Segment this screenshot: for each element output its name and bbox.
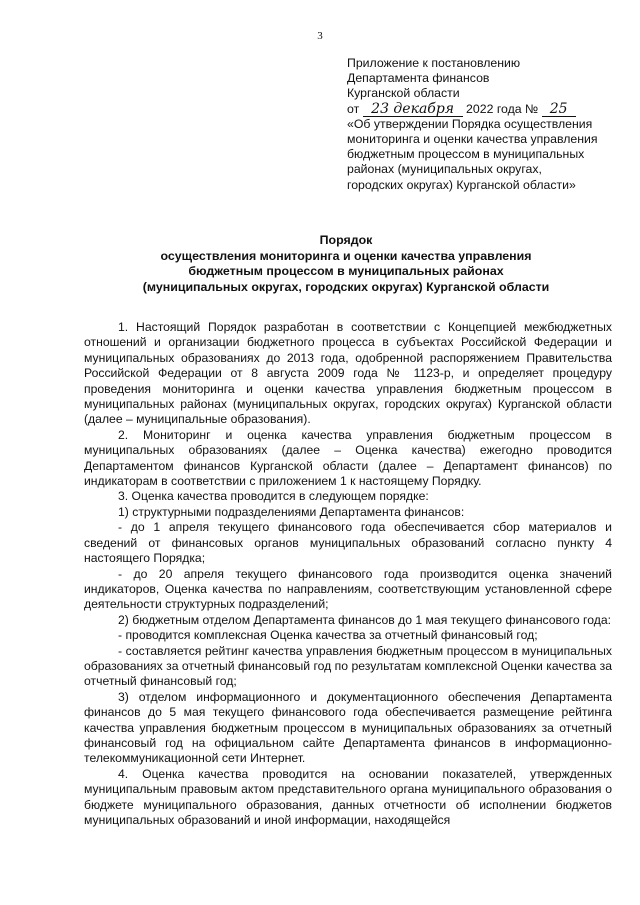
appendix-line-2: Департамента финансов [347, 71, 490, 86]
appendix-header [347, 56, 627, 193]
title-line: (муниципальных округах, городских округах) Курганской области [142, 279, 550, 294]
paragraph: 2) бюджетным отделом Департамента финансов до 1 мая текущего финансового года: [118, 612, 611, 627]
from-label: от [347, 101, 360, 116]
handwritten-number: 25 [542, 103, 576, 117]
appendix-subject-line: районах (муниципальных округах, [347, 162, 542, 177]
paragraph: - составляется рейтинг качества управления бюджетным процессом в муниципальных образованиях за отчетный финансовый год по результатам комплексной Оценки качества за отчетный финансовый год; [84, 643, 612, 689]
appendix-subject-line: бюджетным процессом в муниципальных [347, 147, 585, 162]
title-line: осуществления мониторинга и оценки качества управления [160, 248, 532, 263]
appendix-date-line [347, 102, 627, 117]
appendix-line-3: Курганской области [347, 86, 460, 101]
paragraph: 4. Оценка качества проводится на основании показателей, утвержденных муниципальным правовым актом представительного органа муниципального образования о бюджете муниципального образования, данных отчетности об исполнении бюджетов муниципальных образований и иной информации, находящейся [84, 766, 612, 827]
title-line: бюджетным процессом в муниципальных районах [188, 264, 504, 279]
paragraph: 3. Оценка качества проводится в следующем порядке: [118, 489, 429, 504]
appendix-subject-line: мониторинга и оценки качества управления [347, 132, 598, 147]
paragraph: 1. Настоящий Порядок разработан в соответствии с Концепцией межбюджетных отношений и организации бюджетного процесса в субъектах Российской Федерации и муниципальных образованиях до 2013 года, одобренной распоряжением Правительства Российской Федерации от 8 августа 2009 года № 1123-р, и определяет процедуру проведения мониторинга и оценки качества управления бюджетным процессом в муниципальных районах (муниципальных округах, городских округах) Курганской области (далее – муниципальные образования). [84, 320, 612, 427]
title-line: Порядок [319, 233, 373, 247]
appendix-subject-line: городских округах) Курганской области» [347, 177, 576, 192]
paragraph: - до 20 апреля текущего финансового года производится оценка значений индикаторов, Оценка качества по направлениям, соответствующим установленной сфере деятельности структурных подразделений; [84, 566, 612, 612]
handwritten-date: 23 декабря [363, 103, 463, 117]
document-title [60, 233, 632, 295]
paragraph: 1) структурными подразделениями Департамента финансов: [118, 504, 465, 519]
appendix-subject-line: «Об утверждении Порядка осуществления [347, 116, 593, 131]
paragraph: 2. Мониторинг и оценка качества управления бюджетным процессом в муниципальных образованиях (далее – Оценка качества) ежегодно проводится Департаментом финансов Курганской области (далее – Департамент финансов) по индикаторам в соответствии с приложением 1 к настоящему Порядку. [84, 427, 612, 489]
year-text: 2022 года № [466, 101, 539, 116]
paragraph: 3) отделом информационного и документационного обеспечения Департамента финансов до 5 мая текущего финансового года обеспечивается размещение рейтинга качества управления бюджетным процессом в муниципальных образованиях за отчетный финансовый год на официальном сайте Департамента финансов в информационно-телекоммуникационной сети Интернет. [84, 689, 612, 766]
document-body [84, 320, 612, 828]
paragraph: - до 1 апреля текущего финансового года обеспечивается сбор материалов и сведений от финансовых органов муниципальных образований согласно пункту 4 настоящего Порядка; [84, 520, 612, 566]
appendix-line-1: Приложение к постановлению [347, 56, 521, 70]
page-number: 3 [317, 30, 323, 42]
paragraph: - проводится комплексная Оценка качества за отчетный финансовый год; [118, 628, 538, 643]
